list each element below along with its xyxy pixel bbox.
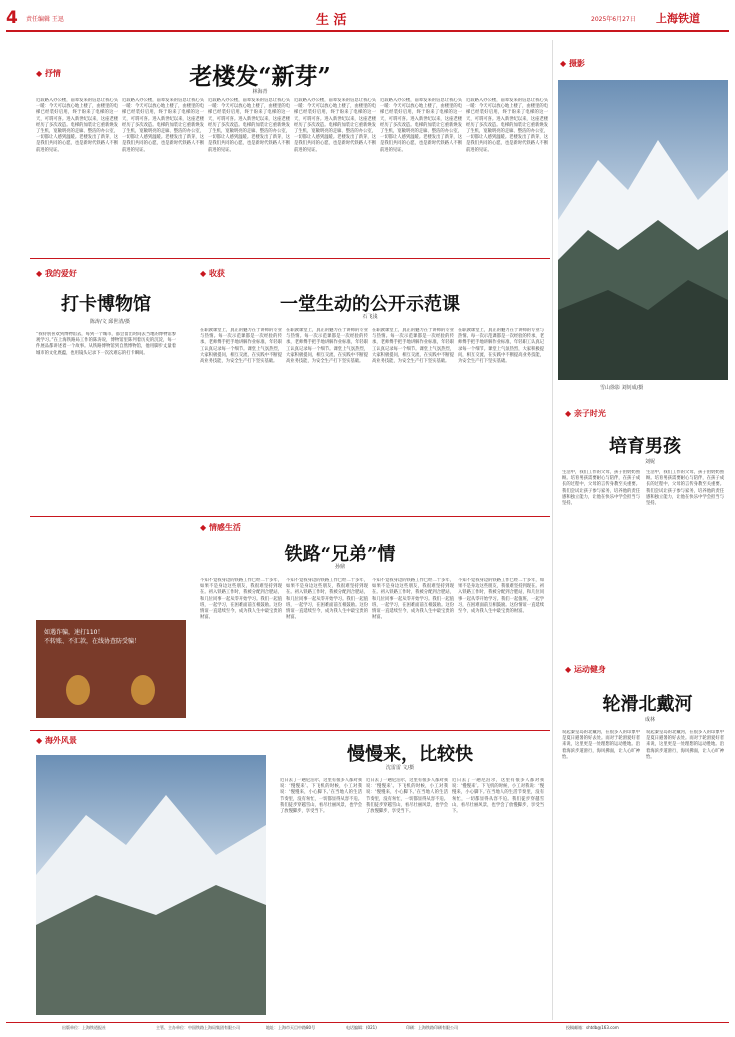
- column-tag-qinggan: ◆ 情感生活: [200, 523, 241, 532]
- column-tag-sheying: ◆ 摄影: [560, 59, 585, 68]
- article-body: 近日去了一趟尼泊尔，这里有很多人都对我说：‘慢慢来’。下飞机的时候，小工对我说：‘慢慢来，小心脚下。’在当地人的生活节奏里，没有匆忙，一切都显得从容不迫。我们徒步穿越雪山，看尽壮丽风景，也学会了放慢脚步，享受当下。: [366, 778, 448, 815]
- ad-text: [44, 628, 178, 646]
- article-body: 不知不觉我身边的铁路工作已经二十多年，如果不是身边这些朋友，我很难坚持到现在。初入铁路工作时，我被分配到合肥站，和几位同事一起从零开始学习。我们一起值班，一起学习，在困难面前互相鼓励。这份情谊一直延续至今，成为我人生中最宝贵的财富。: [458, 578, 544, 615]
- nepal-photo: [36, 755, 266, 1015]
- article-title: 培育男孩: [609, 436, 681, 457]
- footer: [6, 1025, 729, 1035]
- photo-caption: 雪山徐影 刘钊成/摄: [600, 385, 644, 391]
- vertical-divider: [552, 40, 553, 1020]
- article-body: 近段路入办公楼，前辈发来的信息让我心头一暖：今天可以放心地上楼了，由楼里的电梯已经装好启用，终于盼来了电梯的这一天，可谓可喜。进入新世纪以来，这座老楼经历了多次改造。电梯的加装让它重新焕发了生机，宽敞明亮的走廊、整洁的办公室，一切都让人感到温暖。老楼发出了新芽，这是我们共同的心愿，也是新时代铁路人不断前进的见证。: [380, 98, 462, 153]
- column-tag-haiwai: ◆ 海外风景: [36, 736, 77, 745]
- column-tag-shouzang: ◆ 收获: [200, 269, 225, 278]
- article-body: 不知不觉我身边的铁路工作已经二十多年，如果不是身边这些朋友，我很难坚持到现在。初入铁路工作时，我被分配到合肥站，和几位同事一起从零开始学习。我们一起值班，一起学习，在困难面前互相鼓励。这份情谊一直延续至今，成为我人生中最宝贵的财富。: [286, 578, 368, 621]
- footer-sponsor: 主管、主办单位：中国铁路上海局集团有限公司: [156, 1025, 240, 1030]
- footer-email: 投稿邮箱：shtdb@163.com: [566, 1025, 619, 1030]
- article-body: 近日去了一趟尼泊尔，这里有很多人都对我说：‘慢慢来’。下飞机的时候，小工对我说：‘慢慢来，小心脚下。’在当地人的生活节奏里，没有匆忙，一切都显得从容不迫。我们徒步穿越雪山，看尽壮丽风景，也学会了放慢脚步，享受当下。: [280, 778, 362, 815]
- article-author: 林海青: [252, 89, 268, 95]
- column-tag-qinzi: ◆ 亲子时光: [565, 409, 606, 418]
- article-body: 近段路入办公楼，前辈发来的信息让我心头一暖：今天可以放心地上楼了，由楼里的电梯已经装好启用，终于盼来了电梯的这一天，可谓可喜。进入新世纪以来，这座老楼经历了多次改造。电梯的加装让它重新焕发了生机，宽敞明亮的走廊、整洁的办公室，一切都让人感到温暖。老楼发出了新芽，这是我们共同的心愿，也是新时代铁路人不断前进的见证。: [466, 98, 548, 153]
- article-body: 近日去了一趟尼泊尔，这里有很多人都对我说：‘慢慢来’。下飞机的时候，小工对我说：‘慢慢来，小心脚下。’在当地人的生活节奏里，没有匆忙，一切都显得从容不迫。我们徒步穿越雪山，看尽壮丽风景，也学会了放慢脚步，享受当下。: [452, 778, 544, 815]
- section-rule: [30, 730, 550, 731]
- section-title: 生 活: [316, 13, 347, 28]
- article-body: 说起秦皇岛的北戴河，在很多人的印象中是夏日避暑的好去处。而对于轮滑爱好者来说，这里更是一处理想的运动胜地。沿着海滨步道滑行，海风拂面，让人心旷神怡。: [562, 730, 640, 760]
- mountain-photo: [558, 80, 728, 380]
- nepal-photo-svg: [36, 755, 266, 1015]
- paper-logo: 上海铁道: [656, 12, 700, 25]
- medal-icon: [66, 675, 90, 705]
- article-author: 孙鼎: [334, 564, 345, 570]
- article-body: 生活中，我们工作的父母，孩子由奶奶照顾。培育男孩需要耐心与陪伴，在孩子成长的过程中，父母的言传身教至关重要。我们尝试让孩子参与家务，培养他的责任感和独立能力，让他在快乐中学会担当与坚持。: [646, 470, 724, 507]
- section-rule: [30, 258, 550, 259]
- article-body: 生活中，我们工作的父母，孩子由奶奶照顾。培育男孩需要耐心与陪伴，在孩子成长的过程中，父母的言传身教至关重要。我们尝试让孩子参与家务，培养他的责任感和独立能力，让他在快乐中学会担当与坚持。: [562, 470, 640, 507]
- masthead-rule: [6, 30, 729, 32]
- mountain-photo-svg: [558, 80, 728, 380]
- article-body: 在职教课堂上，真正的魅力在于讲师的专业与热情。每一次示范课都是一次经验的传承，老师傅手把手地讲解作业标准，年轻职工认真记录每一个细节。课堂上气氛热烈，大家积极提问，相互交流，在实践中不断提高业务技能，为安全生产打下坚实基础。: [458, 328, 544, 365]
- article-title: 慢慢来，比较快: [347, 744, 473, 765]
- article-body: 在职教课堂上，真正的魅力在于讲师的专业与热情。每一次示范课都是一次经验的传承，老师傅手把手地讲解作业标准，年轻职工认真记录每一个细节。课堂上气氛热烈，大家积极提问，相互交流，在实践中不断提高业务技能，为安全生产打下坚实基础。: [286, 328, 368, 365]
- article-body: 不知不觉我身边的铁路工作已经二十多年，如果不是身边这些朋友，我很难坚持到现在。初入铁路工作时，我被分配到合肥站，和几位同事一起从零开始学习。我们一起值班，一起学习，在困难面前互相鼓励。这份情谊一直延续至今，成为我人生中最宝贵的财富。: [372, 578, 454, 621]
- article-body: 不知不觉我身边的铁路工作已经二十多年，如果不是身边这些朋友，我很难坚持到现在。初入铁路工作时，我被分配到合肥站，和几位同事一起从零开始学习。我们一起值班，一起学习，在困难面前互相鼓励。这份情谊一直延续至今，成为我人生中最宝贵的财富。: [200, 578, 282, 621]
- article-title: 一堂生动的公开示范课: [280, 294, 460, 315]
- article-body: 说起秦皇岛的北戴河，在很多人的印象中是夏日避暑的好去处。而对于轮滑爱好者来说，这里更是一处理想的运动胜地。沿着海滨步道滑行，海风拂面，让人心旷神怡。: [646, 730, 724, 760]
- article-body: 近段路入办公楼，前辈发来的信息让我心头一暖：今天可以放心地上楼了，由楼里的电梯已经装好启用，终于盼来了电梯的这一天，可谓可喜。进入新世纪以来，这座老楼经历了多次改造。电梯的加装让它重新焕发了生机，宽敞明亮的走廊、整洁的办公室，一切都让人感到温暖。老楼发出了新芽，这是我们共同的心愿，也是新时代铁路人不断前进的见证。: [294, 98, 376, 153]
- footer-address: 地址：上海市天目中路80号: [266, 1025, 316, 1030]
- article-title: 老楼发“新芽”: [189, 63, 331, 90]
- article-author: 陈涛/文 邱世清/摄: [90, 319, 130, 325]
- issue-date: 2025年6月27日: [591, 16, 636, 23]
- article-body: 在职教课堂上，真正的魅力在于讲师的专业与热情。每一次示范课都是一次经验的传承，老师傅手把手地讲解作业标准，年轻职工认真记录每一个细节。课堂上气氛热烈，大家积极提问，相互交流，在实践中不断提高业务技能，为安全生产打下坚实基础。: [200, 328, 282, 365]
- page-number: 4: [6, 8, 18, 28]
- footer-phone: 电话编辑：(021): [346, 1025, 377, 1030]
- column-tag-wodeaihao: ◆ 我的爱好: [36, 269, 77, 278]
- ad-line2: 不转账、不汇款，在线协查防受骗！: [44, 638, 141, 645]
- article-body: 近段路入办公楼，前辈发来的信息让我心头一暖：今天可以放心地上楼了，由楼里的电梯已经装好启用，终于盼来了电梯的这一天，可谓可喜。进入新世纪以来，这座老楼经历了多次改造。电梯的加装让它重新焕发了生机，宽敞明亮的走廊、整洁的办公室，一切都让人感到温暖。老楼发出了新芽，这是我们共同的心愿，也是新时代铁路人不断前进的见证。: [122, 98, 204, 153]
- column-tag-yundong: ◆ 运动健身: [565, 665, 606, 674]
- footer-publisher: 出版单位：上海铁道报社: [62, 1025, 106, 1030]
- article-title: 打卡博物馆: [61, 294, 151, 315]
- footer-print: 印刷：上海铁路印刷有限公司: [406, 1025, 458, 1030]
- column-tag-shuqing: ◆ 抒情: [36, 69, 61, 78]
- article-author: 沈雷雷 文/摄: [385, 765, 415, 771]
- footer-rule: [6, 1022, 729, 1023]
- article-body: 近段路入办公楼，前辈发来的信息让我心头一暖：今天可以放心地上楼了，由楼里的电梯已经装好启用，终于盼来了电梯的这一天，可谓可喜。进入新世纪以来，这座老楼经历了多次改造。电梯的加装让它重新焕发了生机，宽敞明亮的走廊、整洁的办公室，一切都让人感到温暖。老楼发出了新芽，这是我们共同的心愿，也是新时代铁路人不断前进的见证。: [208, 98, 290, 153]
- ad-line1: 如遇诈骗，速打110！: [44, 629, 104, 636]
- article-author: 成林: [644, 717, 655, 723]
- article-title: 铁路“兄弟”情: [284, 544, 396, 565]
- editor-label: 责任编辑 王迅: [26, 16, 64, 23]
- section-rule: [30, 516, 550, 517]
- article-body: 近段路入办公楼，前辈发来的信息让我心头一暖：今天可以放心地上楼了，由楼里的电梯已经装好启用，终于盼来了电梯的这一天，可谓可喜。进入新世纪以来，这座老楼经历了多次改造。电梯的加装让它重新焕发了生机，宽敞明亮的走廊、整洁的办公室，一切都让人感到温暖。老楼发出了新芽，这是我们共同的心愿，也是新时代铁路人不断前进的见证。: [36, 98, 118, 153]
- article-body: “我特别喜欢到博物馆去，每到一个城市，都会留出时间去当地的博物馆参观学习。”在上海铁路局工作的陈涛说，博物馆里陈列着历史的沉淀，每一件展品都讲述着一个故事。从铁路博物馆到自然博物馆，他用脚步丈量着城市的文化底蕴，也用镜头记录下一次次难忘的打卡瞬间。: [36, 332, 176, 356]
- article-author: 刘妮: [644, 459, 655, 465]
- article-author: 石飞浅: [362, 314, 378, 320]
- article-title: 轮滑北戴河: [602, 694, 693, 715]
- medal-icon: [131, 675, 155, 705]
- article-body: 在职教课堂上，真正的魅力在于讲师的专业与热情。每一次示范课都是一次经验的传承，老师傅手把手地讲解作业标准，年轻职工认真记录每一个细节。课堂上气氛热烈，大家积极提问，相互交流，在实践中不断提高业务技能，为安全生产打下坚实基础。: [372, 328, 454, 365]
- anti-fraud-ad: [36, 620, 186, 718]
